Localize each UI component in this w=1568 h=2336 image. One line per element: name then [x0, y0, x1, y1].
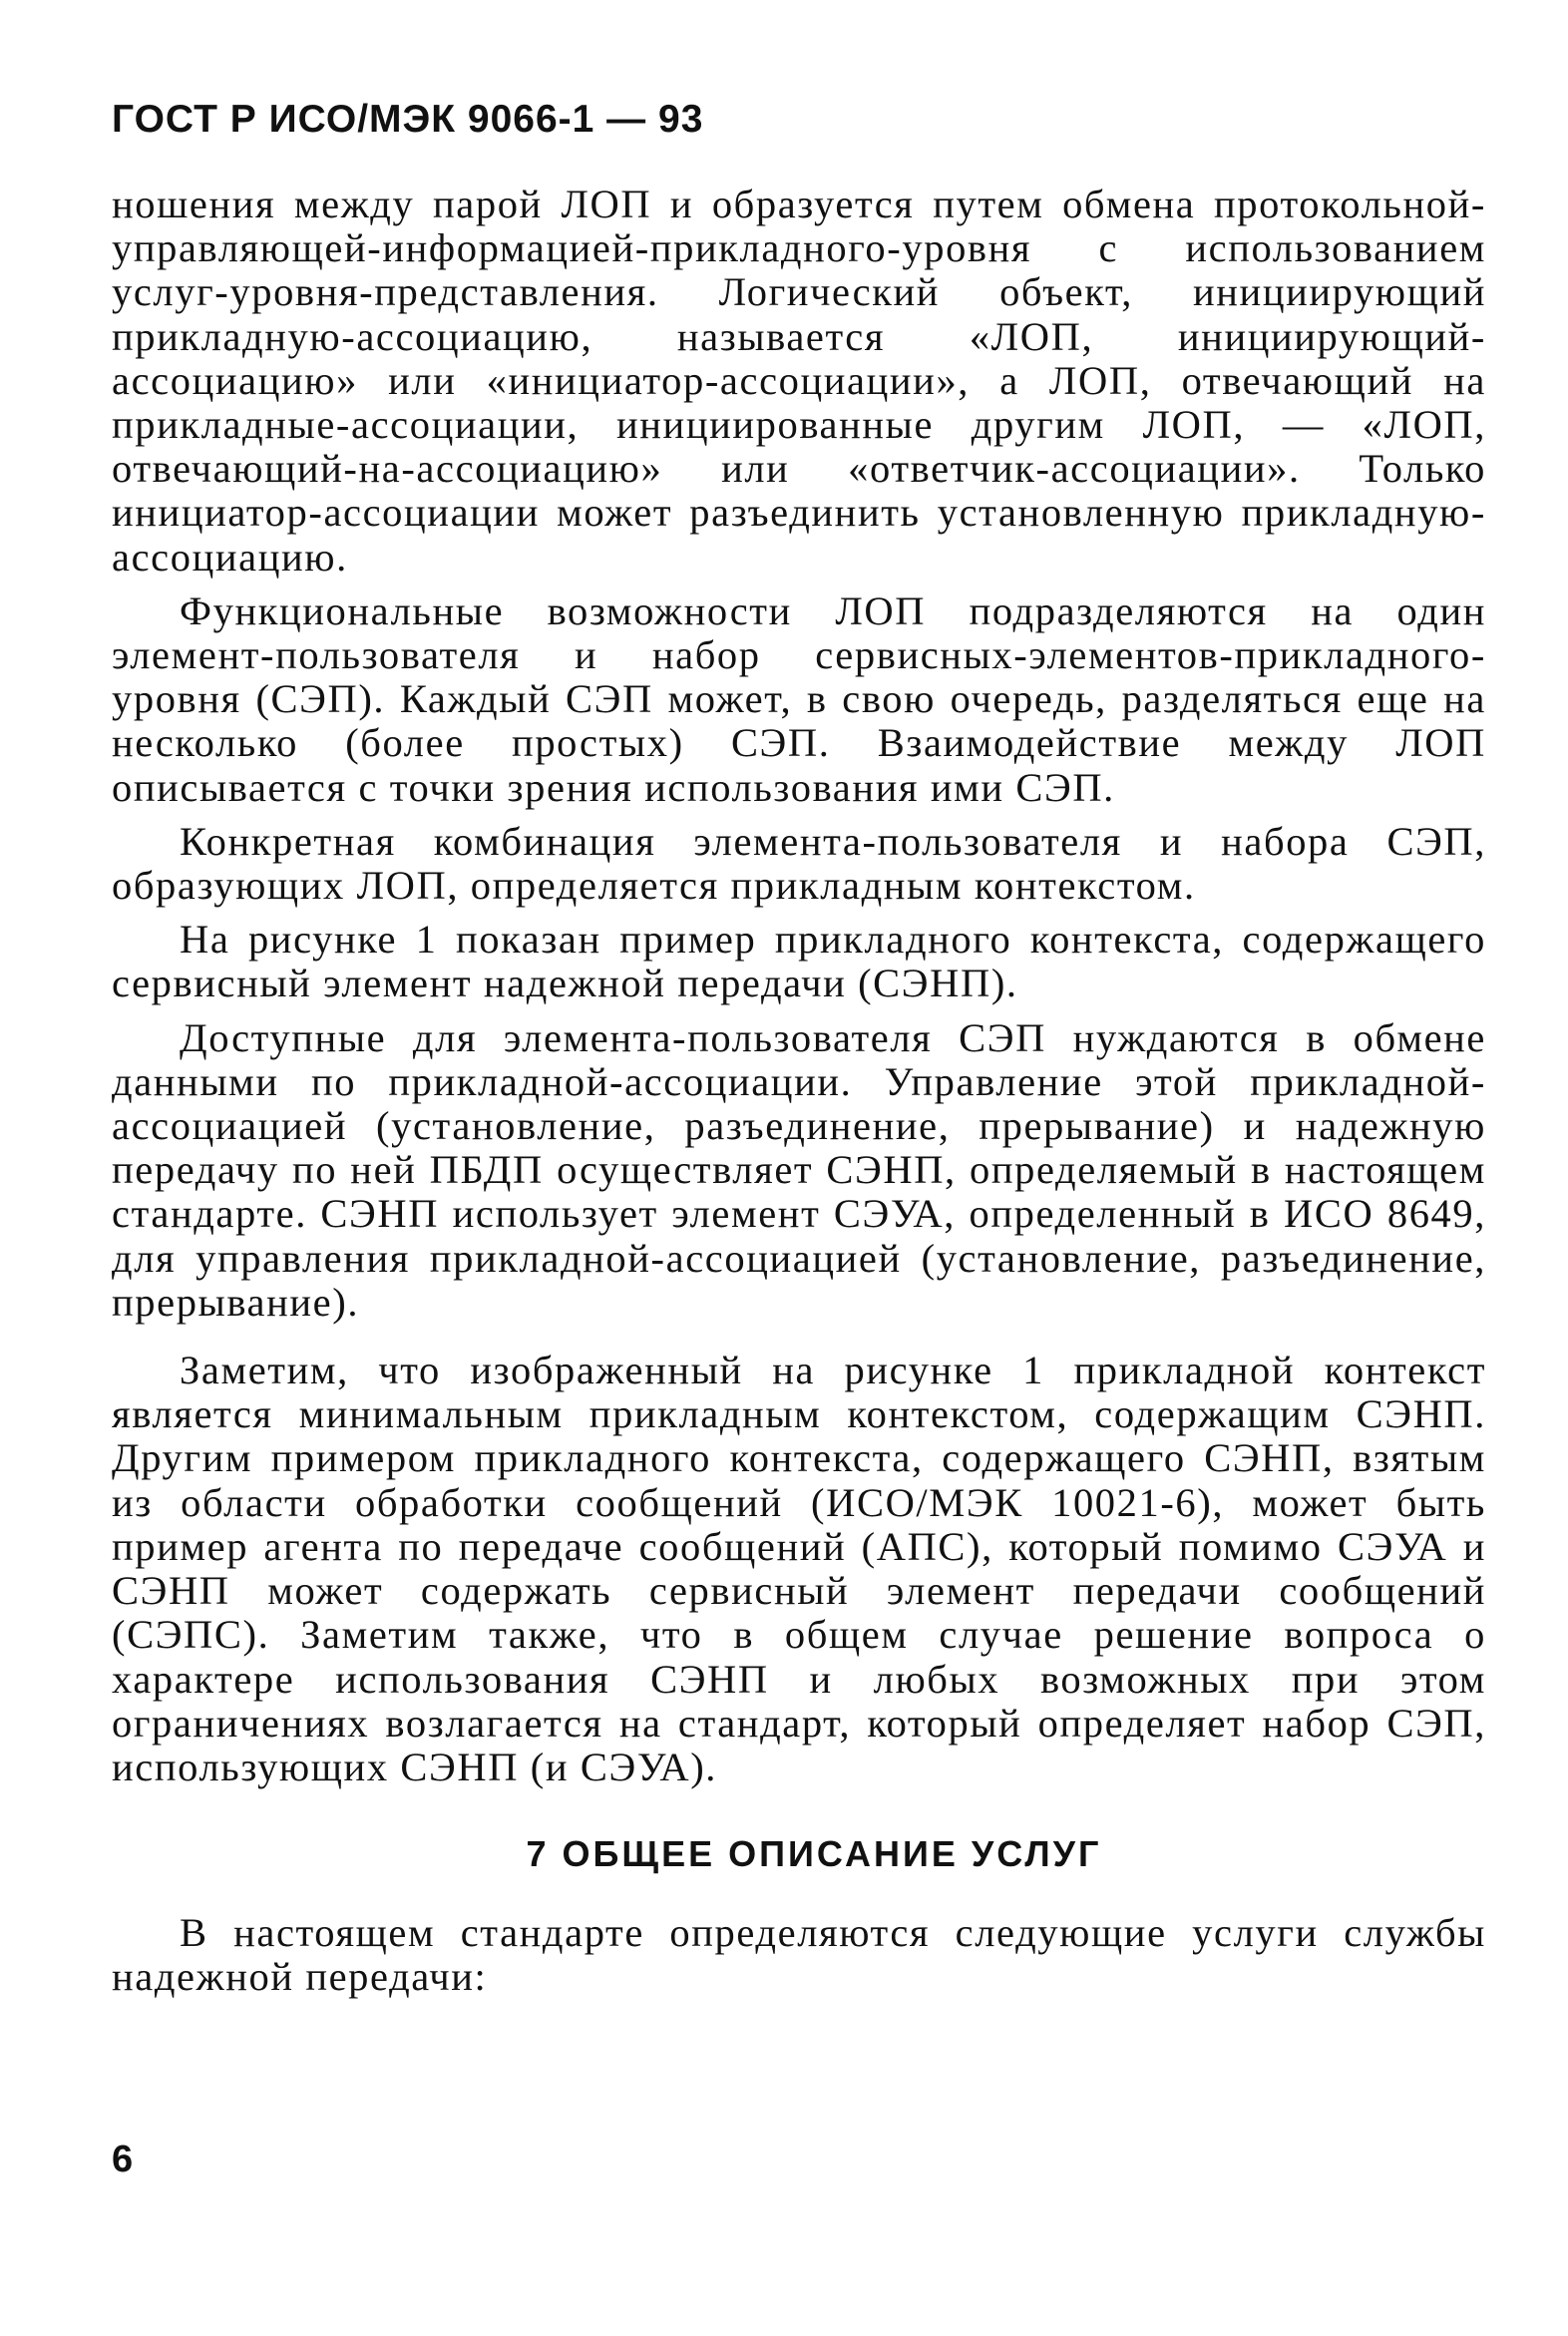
section-heading: 7 ОБЩЕЕ ОПИСАНИЕ УСЛУГ — [526, 1833, 1102, 1875]
paragraph-minimal-context: Заметим, что изображенный на рисунке 1 прикладной контекст является минимальным прикладным контекстом, содержащим СЭНП. Другим примером прикладного контекста, содержащего СЭНП, взятым из области обработки сообщений (ИСО/МЭК 10021-6), может быть пример агента по передаче сообщений (АПС), который помимо СЭУА и СЭНП может содержать сервисный элемент передачи сообщений (СЭПС). Заметим также, что в общем случае решение вопроса о характере использования СЭНП и любых возможных при этом ограничениях возлагается на стандарт, который определяет набор СЭП, использующих СЭНП (и СЭУА). — [112, 1348, 1486, 1789]
body-text — [112, 183, 1486, 2010]
running-header: ГОСТ Р ИСО/МЭК 9066-1 — 93 — [112, 98, 704, 141]
paragraph-specific-combination: Конкретная комбинация элемента-пользователя и набора СЭП, образующих ЛОП, определяется прикладным контекстом. — [112, 818, 1486, 909]
paragraph-figure-reference: На рисунке 1 показан пример прикладного контекста, содержащего сервисный элемент надежной передачи (СЭНП). — [112, 917, 1486, 1006]
paragraph-data-exchange: Доступные для элемента-пользователя СЭП нуждаются в обмене данными по прикладной-ассоциации. Управление этой прикладной-ассоциацией (установление, разъединение, прерывание) и надежную передачу по ней ПБДП осуществляет СЭНП, определяемый в настоящем стандарте. СЭНП использует элемент СЭУА, определенный в ИСО 8649, для управления прикладной-ассоциацией (установление, разъединение, прерывание). — [112, 1014, 1486, 1325]
paragraph-continuation: ношения между парой ЛОП и образуется путем обмена протокольной-управляющей-информацией-прикладного-уровня с использованием услуг-уровня-представления. Логический объект, инициирующий прикладную-ассоциацию, называется «ЛОП, инициирующий-ассоциацию» или «инициатор-ассоциации», а ЛОП, отвечающий на прикладные-ассоциации, инициированные другим ЛОП, — «ЛОП, отвечающий-на-ассоциацию» или «ответчик-ассоциации». Только инициатор-ассоциации может разъединить установленную прикладную-ассоциацию. — [112, 182, 1486, 580]
page-number: 6 — [112, 2139, 134, 2180]
paragraph-functional-capabilities: Функциональные возможности ЛОП подразделяются на один элемент-пользователя и набор сервисных-элементов-прикладного-уровня (СЭП). Каждый СЭП может, в свою очередь, разделяться еще на несколько (более простых) СЭП. Взаимодействие между ЛОП описывается с точки зрения использования ими СЭП. — [112, 587, 1486, 810]
paragraph-services-intro: В настоящем стандарте определяются следующие услуги службы надежной передачи: — [112, 1910, 1486, 2000]
